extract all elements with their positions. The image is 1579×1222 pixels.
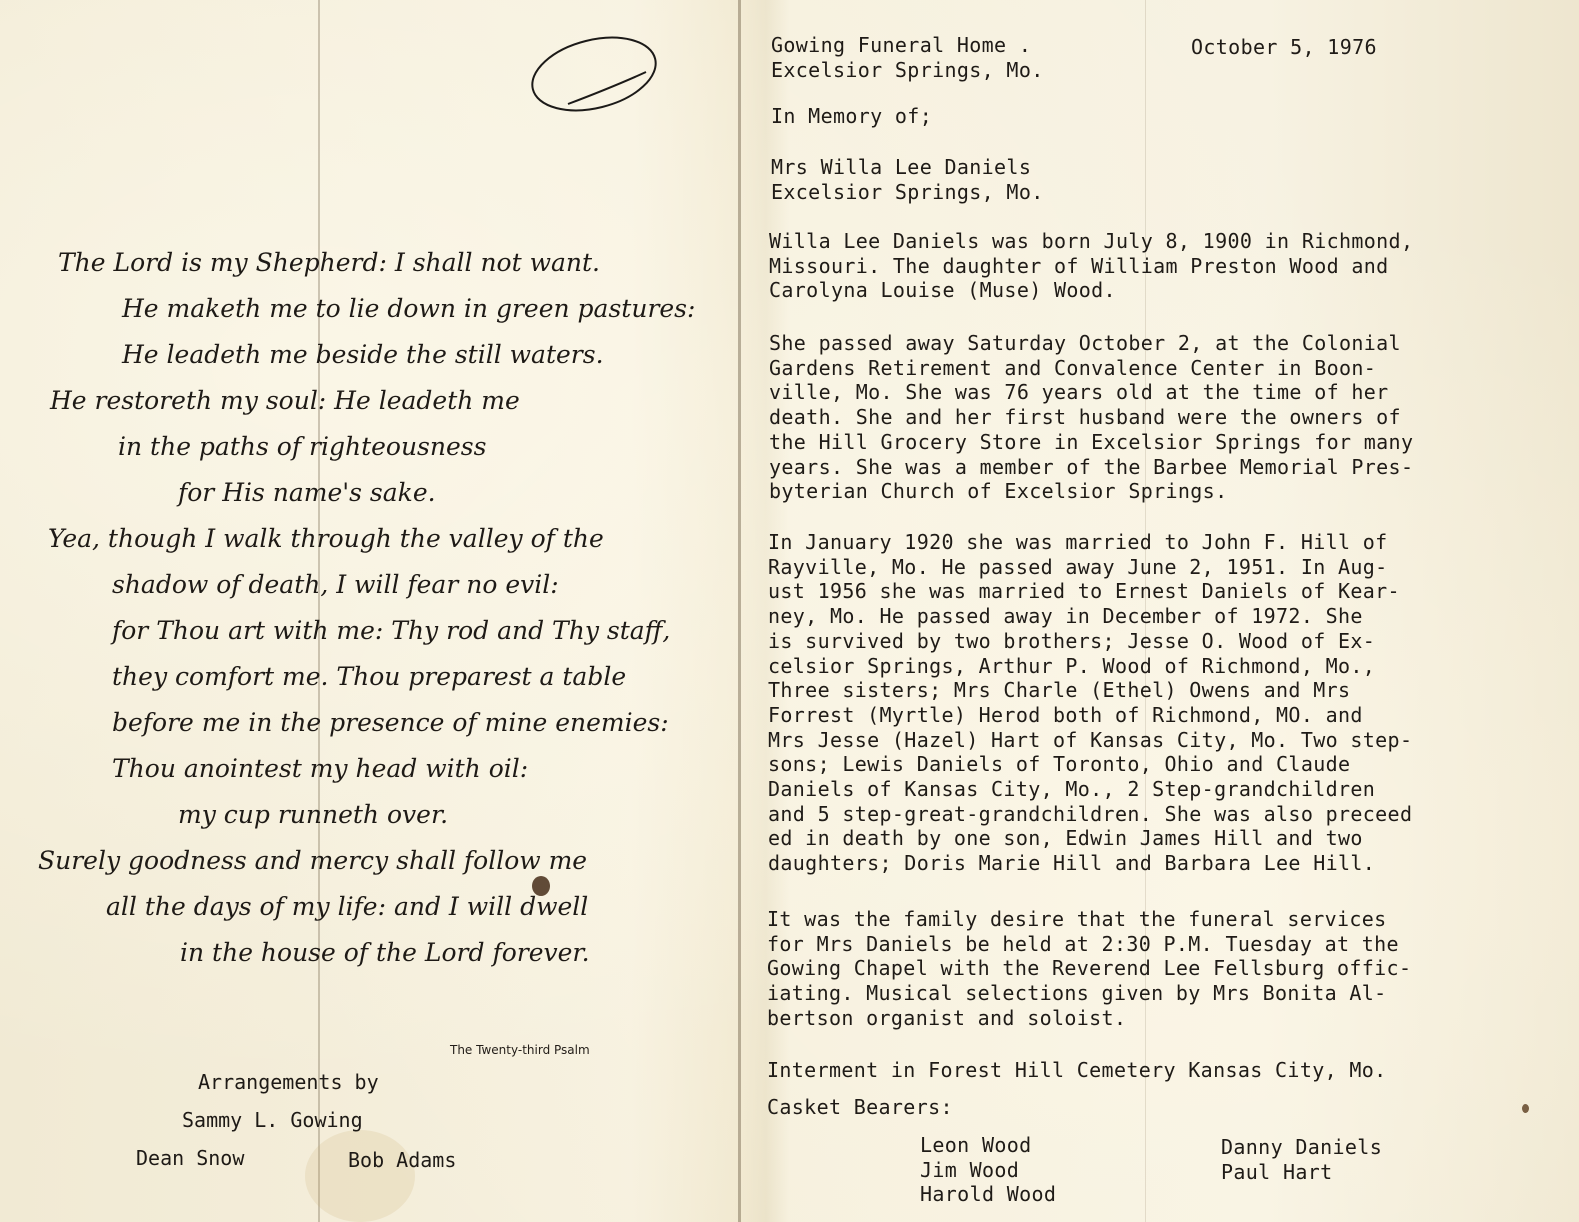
psalm-line: Thou anointest my head with oil: xyxy=(112,754,529,783)
text-line: Carolyna Louise (Muse) Wood. xyxy=(769,278,1116,303)
text-line: ed in death by one son, Edwin James Hill and two xyxy=(768,826,1363,851)
bearer-name: Leon Wood xyxy=(920,1133,1032,1157)
arrangements-heading: Arrangements by xyxy=(198,1070,379,1094)
psalm-line: The Lord is my Shepherd: I shall not want. xyxy=(58,248,601,277)
text-line: years. She was a member of the Barbee Memorial Pres- xyxy=(769,454,1414,479)
psalm-line: for Thou art with me: Thy rod and Thy staff, xyxy=(112,616,671,645)
text-line: It was the family desire that the funeral services xyxy=(767,907,1387,931)
paragraph-passing xyxy=(769,331,1413,504)
psalm-line: my cup runneth over. xyxy=(178,800,449,829)
bearer-name: Danny Daniels xyxy=(1221,1135,1383,1159)
psalm-line: they comfort me. Thou preparest a table xyxy=(112,662,627,691)
bearer-name: Paul Hart xyxy=(1221,1159,1333,1184)
text-line: is survived by two brothers; Jesse O. Wood of Ex- xyxy=(768,628,1376,653)
interment-line: Interment in Forest Hill Cemetery Kansas City, Mo. xyxy=(767,1058,1387,1082)
psalm-credit: The Twenty-third Psalm xyxy=(450,1043,590,1057)
text-line: Gowing Chapel with the Reverend Lee Fellsburg offic- xyxy=(767,956,1412,981)
casket-bearers-heading: Casket Bearers: xyxy=(767,1095,953,1119)
letter-date: October 5, 1976 xyxy=(1191,35,1377,59)
bearers-left-column xyxy=(920,1133,1056,1207)
bearer-name: Jim Wood xyxy=(920,1157,1020,1182)
twenty-third-psalm xyxy=(30,240,696,976)
text-line: sons; Lewis Daniels of Toronto, Ohio and Claude xyxy=(768,752,1351,777)
psalm-line: Surely goodness and mercy shall follow me xyxy=(38,846,588,875)
arrangements-director: Sammy L. Gowing xyxy=(182,1108,363,1132)
in-memory-label: In Memory of; xyxy=(771,104,933,128)
text-line: She passed away Saturday October 2, at the Colonial xyxy=(769,331,1401,355)
psalm-line: in the house of the Lord forever. xyxy=(180,938,590,967)
text-line: Three sisters; Mrs Charle (Ethel) Owens and Mrs xyxy=(768,678,1351,703)
paragraph-services xyxy=(767,907,1411,1031)
text-line: Daniels of Kansas City, Mo., 2 Step-grandchildren xyxy=(768,777,1376,802)
text-line: Forrest (Myrtle) Herod both of Richmond, MO. and xyxy=(768,702,1363,727)
bearers-right-column xyxy=(1221,1135,1382,1184)
arrangements-assistant: Bob Adams xyxy=(348,1148,457,1172)
funeral-home-city: Excelsior Springs, Mo. xyxy=(771,58,1044,82)
paragraph-family xyxy=(768,530,1412,876)
text-line: the Hill Grocery Store in Excelsior Springs for many xyxy=(769,429,1414,454)
text-line: In January 1920 she was married to John F. Hill of xyxy=(768,530,1388,554)
text-line: ney, Mo. He passed away in December of 1972. She xyxy=(768,604,1363,629)
text-line: daughters; Doris Marie Hill and Barbara Lee Hill. xyxy=(768,851,1376,876)
arrangements-assistant: Dean Snow xyxy=(136,1146,245,1170)
psalm-line: He restoreth my soul: He leadeth me xyxy=(50,386,520,415)
text-line: ville, Mo. She was 76 years old at the time of her xyxy=(769,380,1389,405)
psalm-line: shadow of death, I will fear no evil: xyxy=(112,570,559,599)
text-line: for Mrs Daniels be held at 2:30 P.M. Tuesday at the xyxy=(767,931,1399,956)
text-line: ust 1956 she was married to Ernest Daniels of Kear- xyxy=(768,579,1400,604)
psalm-line: He maketh me to lie down in green pastures: xyxy=(122,294,696,323)
deceased-city: Excelsior Springs, Mo. xyxy=(771,180,1044,204)
text-line: Willa Lee Daniels was born July 8, 1900 in Richmond, xyxy=(769,229,1414,253)
right-panel xyxy=(741,0,1579,1222)
paragraph-birth xyxy=(769,229,1413,303)
text-line: death. She and her first husband were the owners of xyxy=(769,405,1401,430)
text-line: celsior Springs, Arthur P. Wood of Richmond, Mo., xyxy=(768,653,1376,678)
text-line: Rayville, Mo. He passed away June 2, 1951. In Aug- xyxy=(768,554,1388,579)
bearer-name: Harold Wood xyxy=(920,1182,1057,1207)
psalm-line: for His name's sake. xyxy=(178,478,436,507)
text-line: Mrs Jesse (Hazel) Hart of Kansas City, Mo. Two step- xyxy=(768,727,1413,752)
text-line: Gardens Retirement and Convalence Center in Boon- xyxy=(769,355,1377,380)
psalm-line: before me in the presence of mine enemies: xyxy=(112,708,669,737)
funeral-home-name: Gowing Funeral Home . xyxy=(771,33,1032,57)
text-line: bertson organist and soloist. xyxy=(767,1005,1127,1030)
psalm-line: He leadeth me beside the still waters. xyxy=(122,340,604,369)
psalm-line: Yea, though I walk through the valley of the xyxy=(48,524,604,553)
text-line: iating. Musical selections given by Mrs Bonita Al- xyxy=(767,981,1387,1006)
psalm-line: all the days of my life: and I will dwell xyxy=(106,892,589,921)
psalm-line: in the paths of righteousness xyxy=(118,432,487,461)
left-panel xyxy=(0,0,738,1222)
text-line: byterian Church of Excelsior Springs. xyxy=(769,479,1228,504)
deceased-name: Mrs Willa Lee Daniels xyxy=(771,155,1032,179)
text-line: and 5 step-great-grandchildren. She was also preceed xyxy=(768,801,1413,826)
text-line: Missouri. The daughter of William Preston Wood and xyxy=(769,253,1389,278)
